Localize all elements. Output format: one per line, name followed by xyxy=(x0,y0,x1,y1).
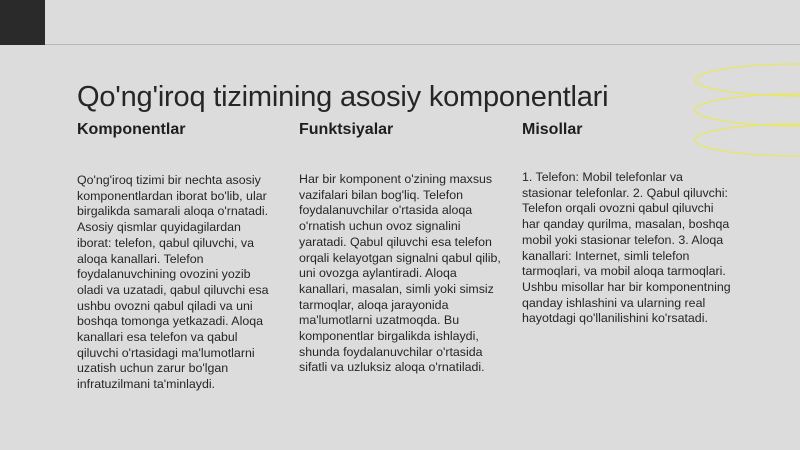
column-heading: Komponentlar xyxy=(77,121,186,138)
header-divider xyxy=(45,44,800,45)
column-heading: Misollar xyxy=(522,121,583,138)
column-functions xyxy=(299,119,504,376)
column-body: Qo'ng'iroq tizimi bir nechta asosiy komponentlardan iborat bo'lib, ular birgalikda samarali aloqa o'rnatadi. Asosiy qismlar quyidagilardan iborat: telefon, qabul qiluvchi, va aloqa kanallari. Telefon foydalanuvchining ovozini yozib oladi va uzatadi, qabul qiluvchi esa ushbu ovozni qabul qiladi va uni boshqa tomonga yetkazadi. Aloqa kanallari esa telefon va qabul qiluvchi o'rtasidagi ma'lumotlarni uzatish uchun zarur bo'lgan infratuzilmani ta'minlaydi. xyxy=(77,173,269,392)
column-heading: Funktsiyalar xyxy=(299,121,394,138)
corner-decoration xyxy=(0,0,45,45)
column-body: 1. Telefon: Mobil telefonlar va stasionar telefonlar. 2. Qabul qiluvchi: Telefon orqali ovozni qabul qiluvchi har qanday qurilma, masalan, boshqa mobil yoki stasionar telefon. 3. Aloqa kanallari: Internet, simli telefon tarmoqlari, va mobil aloqa tarmoqlari. Ushbu misollar har bir komponentning qanday ishlashini va ularning real hayotdagi qo'llanilishini ko'rsatadi. xyxy=(522,170,731,326)
column-examples xyxy=(522,119,732,327)
column-components xyxy=(77,119,277,393)
slide-title: Qo'ng'iroq tizimining asosiy komponentlari xyxy=(77,81,609,114)
column-body: Har bir komponent o'zining maxsus vazifalari bilan bog'liq. Telefon foydalanuvchilar o'rtasida aloqa o'rnatish uchun ovoz signalini yaratadi. Qabul qiluvchi esa telefon orqali kelayotgan signalni qabul qilib, uni ovozga aylantiradi. Aloqa kanallari, masalan, simli yoki simsiz tarmoqlar, aloqa jarayonida ma'lumotlarni uzatmoqda. Bu komponentlar birgalikda ishlaydi, shunda foydalanuvchilar o'rtasida sifatli va uzluksiz aloqa o'rnatiladi. xyxy=(299,172,501,375)
